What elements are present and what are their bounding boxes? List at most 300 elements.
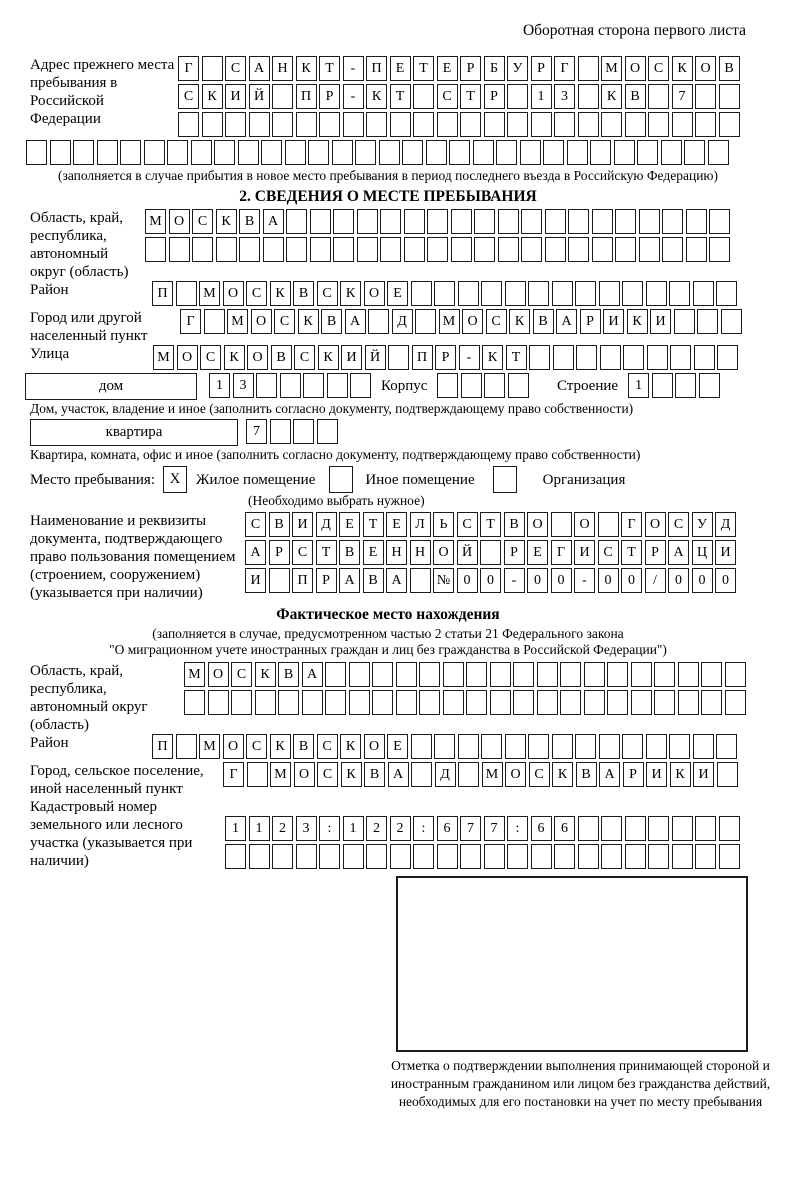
char-box[interactable] bbox=[413, 844, 434, 869]
char-box[interactable] bbox=[662, 237, 683, 262]
char-box[interactable]: - bbox=[343, 84, 364, 109]
char-box[interactable] bbox=[719, 84, 740, 109]
char-box[interactable]: 7 bbox=[484, 816, 505, 841]
char-box[interactable] bbox=[554, 112, 575, 137]
char-box[interactable]: 1 bbox=[343, 816, 364, 841]
char-box[interactable] bbox=[443, 690, 464, 715]
char-box[interactable]: К bbox=[672, 56, 693, 81]
char-box[interactable] bbox=[26, 140, 47, 165]
char-box[interactable]: К bbox=[270, 734, 291, 759]
char-box[interactable] bbox=[458, 762, 479, 787]
char-box[interactable]: О bbox=[695, 56, 716, 81]
char-box[interactable]: С bbox=[529, 762, 550, 787]
char-box[interactable]: А bbox=[668, 540, 689, 565]
char-box[interactable] bbox=[505, 734, 526, 759]
char-box[interactable]: Е bbox=[386, 512, 407, 537]
char-box[interactable]: О bbox=[251, 309, 272, 334]
char-box[interactable] bbox=[473, 140, 494, 165]
char-box[interactable] bbox=[396, 690, 417, 715]
char-box[interactable] bbox=[216, 237, 237, 262]
char-box[interactable] bbox=[263, 237, 284, 262]
char-box[interactable] bbox=[625, 844, 646, 869]
char-box[interactable]: Р bbox=[623, 762, 644, 787]
char-box[interactable]: М bbox=[153, 345, 174, 370]
char-box[interactable]: О bbox=[223, 281, 244, 306]
char-box[interactable] bbox=[411, 281, 432, 306]
char-box[interactable] bbox=[484, 112, 505, 137]
char-box[interactable]: М bbox=[439, 309, 460, 334]
char-box[interactable] bbox=[708, 140, 729, 165]
char-box[interactable]: А bbox=[302, 662, 323, 687]
char-box[interactable] bbox=[520, 140, 541, 165]
char-box[interactable]: Т bbox=[506, 345, 527, 370]
char-box[interactable] bbox=[552, 734, 573, 759]
char-box[interactable]: В bbox=[239, 209, 260, 234]
char-box[interactable] bbox=[537, 690, 558, 715]
char-box[interactable] bbox=[531, 844, 552, 869]
char-box[interactable]: Р bbox=[316, 568, 337, 593]
char-box[interactable]: Е bbox=[387, 734, 408, 759]
char-box[interactable] bbox=[490, 662, 511, 687]
char-box[interactable]: К bbox=[224, 345, 245, 370]
char-box[interactable]: В bbox=[719, 56, 740, 81]
char-box[interactable] bbox=[192, 237, 213, 262]
char-box[interactable] bbox=[272, 84, 293, 109]
char-box[interactable] bbox=[350, 373, 371, 398]
char-box[interactable] bbox=[701, 690, 722, 715]
char-box[interactable] bbox=[646, 281, 667, 306]
char-box[interactable] bbox=[458, 734, 479, 759]
char-box[interactable]: Е bbox=[363, 540, 384, 565]
char-box[interactable] bbox=[167, 140, 188, 165]
char-box[interactable]: : bbox=[319, 816, 340, 841]
char-box[interactable]: О bbox=[364, 281, 385, 306]
char-box[interactable] bbox=[191, 140, 212, 165]
char-box[interactable] bbox=[648, 112, 669, 137]
char-box[interactable]: Е bbox=[387, 281, 408, 306]
char-box[interactable] bbox=[496, 140, 517, 165]
char-box[interactable]: К bbox=[627, 309, 648, 334]
char-box[interactable]: 3 bbox=[296, 816, 317, 841]
char-box[interactable] bbox=[652, 373, 673, 398]
char-box[interactable]: 0 bbox=[692, 568, 713, 593]
char-box[interactable]: Е bbox=[437, 56, 458, 81]
stay-type-checkbox-residential[interactable]: X bbox=[163, 466, 187, 493]
char-box[interactable] bbox=[600, 345, 621, 370]
char-box[interactable] bbox=[404, 237, 425, 262]
char-box[interactable]: 7 bbox=[460, 816, 481, 841]
char-box[interactable]: О bbox=[527, 512, 548, 537]
char-box[interactable] bbox=[592, 209, 613, 234]
char-box[interactable] bbox=[481, 734, 502, 759]
char-box[interactable]: А bbox=[386, 568, 407, 593]
char-box[interactable]: И bbox=[603, 309, 624, 334]
char-box[interactable] bbox=[699, 373, 720, 398]
char-box[interactable]: К bbox=[601, 84, 622, 109]
char-box[interactable] bbox=[380, 209, 401, 234]
char-box[interactable]: Р bbox=[580, 309, 601, 334]
char-box[interactable] bbox=[601, 112, 622, 137]
char-box[interactable] bbox=[654, 662, 675, 687]
char-box[interactable]: Р bbox=[319, 84, 340, 109]
char-box[interactable] bbox=[249, 112, 270, 137]
char-box[interactable] bbox=[303, 373, 324, 398]
char-box[interactable]: Р bbox=[531, 56, 552, 81]
char-box[interactable] bbox=[578, 56, 599, 81]
char-box[interactable] bbox=[694, 345, 715, 370]
char-box[interactable]: С bbox=[274, 309, 295, 334]
char-box[interactable]: Н bbox=[272, 56, 293, 81]
char-box[interactable]: О bbox=[364, 734, 385, 759]
char-box[interactable] bbox=[625, 112, 646, 137]
char-box[interactable]: В bbox=[625, 84, 646, 109]
char-box[interactable] bbox=[695, 84, 716, 109]
char-box[interactable]: С bbox=[292, 540, 313, 565]
char-box[interactable]: С bbox=[486, 309, 507, 334]
char-box[interactable] bbox=[293, 419, 314, 444]
char-box[interactable]: - bbox=[459, 345, 480, 370]
char-box[interactable] bbox=[599, 734, 620, 759]
char-box[interactable]: В bbox=[278, 662, 299, 687]
char-box[interactable] bbox=[622, 281, 643, 306]
char-box[interactable] bbox=[302, 690, 323, 715]
char-box[interactable] bbox=[434, 281, 455, 306]
char-box[interactable] bbox=[247, 762, 268, 787]
char-box[interactable] bbox=[214, 140, 235, 165]
char-box[interactable] bbox=[415, 309, 436, 334]
char-box[interactable]: Д bbox=[316, 512, 337, 537]
char-box[interactable] bbox=[614, 140, 635, 165]
char-box[interactable] bbox=[531, 112, 552, 137]
char-box[interactable] bbox=[537, 662, 558, 687]
char-box[interactable] bbox=[460, 112, 481, 137]
char-box[interactable]: С bbox=[317, 734, 338, 759]
char-box[interactable]: 0 bbox=[715, 568, 736, 593]
char-box[interactable]: А bbox=[245, 540, 266, 565]
char-box[interactable] bbox=[419, 662, 440, 687]
char-box[interactable] bbox=[437, 373, 458, 398]
char-box[interactable] bbox=[661, 140, 682, 165]
char-box[interactable] bbox=[622, 734, 643, 759]
char-box[interactable] bbox=[507, 84, 528, 109]
char-box[interactable] bbox=[623, 345, 644, 370]
char-box[interactable]: Г bbox=[621, 512, 642, 537]
char-box[interactable]: К bbox=[340, 281, 361, 306]
char-box[interactable] bbox=[578, 844, 599, 869]
char-box[interactable] bbox=[484, 844, 505, 869]
char-box[interactable]: 0 bbox=[457, 568, 478, 593]
char-box[interactable]: В bbox=[363, 568, 384, 593]
char-box[interactable] bbox=[50, 140, 71, 165]
char-box[interactable] bbox=[176, 281, 197, 306]
char-box[interactable]: А bbox=[339, 568, 360, 593]
char-box[interactable]: Г bbox=[178, 56, 199, 81]
char-box[interactable] bbox=[449, 140, 470, 165]
char-box[interactable] bbox=[717, 345, 738, 370]
char-box[interactable] bbox=[261, 140, 282, 165]
char-box[interactable]: И bbox=[646, 762, 667, 787]
char-box[interactable] bbox=[528, 281, 549, 306]
char-box[interactable] bbox=[270, 419, 291, 444]
char-box[interactable]: М bbox=[601, 56, 622, 81]
char-box[interactable] bbox=[490, 690, 511, 715]
char-box[interactable] bbox=[654, 690, 675, 715]
char-box[interactable]: 6 bbox=[531, 816, 552, 841]
char-box[interactable]: А bbox=[556, 309, 577, 334]
char-box[interactable]: М bbox=[199, 734, 220, 759]
char-box[interactable] bbox=[481, 281, 502, 306]
char-box[interactable] bbox=[404, 209, 425, 234]
char-box[interactable] bbox=[578, 84, 599, 109]
char-box[interactable] bbox=[333, 209, 354, 234]
char-box[interactable] bbox=[637, 140, 658, 165]
char-box[interactable] bbox=[607, 662, 628, 687]
char-box[interactable]: 0 bbox=[621, 568, 642, 593]
char-box[interactable] bbox=[368, 309, 389, 334]
char-box[interactable]: О bbox=[294, 762, 315, 787]
char-box[interactable] bbox=[357, 209, 378, 234]
char-box[interactable] bbox=[592, 237, 613, 262]
char-box[interactable] bbox=[443, 662, 464, 687]
char-box[interactable] bbox=[372, 662, 393, 687]
char-box[interactable]: № bbox=[433, 568, 454, 593]
char-box[interactable] bbox=[647, 345, 668, 370]
char-box[interactable]: 0 bbox=[668, 568, 689, 593]
char-box[interactable] bbox=[669, 734, 690, 759]
char-box[interactable]: Р bbox=[504, 540, 525, 565]
char-box[interactable]: 6 bbox=[554, 816, 575, 841]
char-box[interactable]: О bbox=[574, 512, 595, 537]
char-box[interactable] bbox=[451, 209, 472, 234]
char-box[interactable]: С bbox=[231, 662, 252, 687]
char-box[interactable] bbox=[145, 237, 166, 262]
char-box[interactable]: И bbox=[292, 512, 313, 537]
char-box[interactable]: К bbox=[341, 762, 362, 787]
char-box[interactable]: О bbox=[223, 734, 244, 759]
char-box[interactable]: М bbox=[145, 209, 166, 234]
char-box[interactable]: Й bbox=[249, 84, 270, 109]
char-box[interactable] bbox=[97, 140, 118, 165]
char-box[interactable]: 0 bbox=[480, 568, 501, 593]
char-box[interactable]: - bbox=[504, 568, 525, 593]
char-box[interactable]: П bbox=[152, 281, 173, 306]
char-box[interactable]: Р bbox=[269, 540, 290, 565]
char-box[interactable]: С bbox=[294, 345, 315, 370]
char-box[interactable] bbox=[325, 690, 346, 715]
char-box[interactable]: Т bbox=[413, 56, 434, 81]
char-box[interactable]: Г bbox=[180, 309, 201, 334]
char-box[interactable] bbox=[719, 844, 740, 869]
char-box[interactable] bbox=[231, 690, 252, 715]
stay-type-checkbox-organization[interactable] bbox=[493, 466, 517, 493]
char-box[interactable]: 1 bbox=[209, 373, 230, 398]
char-box[interactable]: К bbox=[366, 84, 387, 109]
char-box[interactable] bbox=[529, 345, 550, 370]
char-box[interactable]: П bbox=[292, 568, 313, 593]
char-box[interactable] bbox=[451, 237, 472, 262]
char-box[interactable] bbox=[208, 690, 229, 715]
char-box[interactable] bbox=[366, 844, 387, 869]
char-box[interactable]: Й bbox=[365, 345, 386, 370]
char-box[interactable] bbox=[413, 112, 434, 137]
char-box[interactable] bbox=[507, 112, 528, 137]
char-box[interactable] bbox=[725, 690, 746, 715]
char-box[interactable] bbox=[357, 237, 378, 262]
char-box[interactable] bbox=[426, 140, 447, 165]
char-box[interactable]: К bbox=[296, 56, 317, 81]
char-box[interactable] bbox=[286, 209, 307, 234]
char-box[interactable] bbox=[695, 816, 716, 841]
char-box[interactable] bbox=[427, 209, 448, 234]
char-box[interactable]: 1 bbox=[531, 84, 552, 109]
char-box[interactable]: Г bbox=[554, 56, 575, 81]
char-box[interactable]: К bbox=[482, 345, 503, 370]
char-box[interactable]: К bbox=[318, 345, 339, 370]
char-box[interactable]: К bbox=[202, 84, 223, 109]
char-box[interactable]: Т bbox=[390, 84, 411, 109]
char-box[interactable] bbox=[672, 844, 693, 869]
char-box[interactable]: Б bbox=[484, 56, 505, 81]
char-box[interactable] bbox=[721, 309, 742, 334]
char-box[interactable]: О bbox=[462, 309, 483, 334]
char-box[interactable] bbox=[285, 140, 306, 165]
char-box[interactable] bbox=[178, 112, 199, 137]
char-box[interactable]: А bbox=[388, 762, 409, 787]
char-box[interactable] bbox=[380, 237, 401, 262]
char-box[interactable] bbox=[507, 844, 528, 869]
char-box[interactable] bbox=[169, 237, 190, 262]
char-box[interactable] bbox=[202, 112, 223, 137]
char-box[interactable]: А bbox=[263, 209, 284, 234]
char-box[interactable] bbox=[584, 690, 605, 715]
char-box[interactable]: 6 bbox=[437, 816, 458, 841]
char-box[interactable]: Г bbox=[223, 762, 244, 787]
char-box[interactable] bbox=[410, 568, 431, 593]
char-box[interactable]: В bbox=[364, 762, 385, 787]
char-box[interactable]: О bbox=[247, 345, 268, 370]
char-box[interactable]: 2 bbox=[272, 816, 293, 841]
char-box[interactable] bbox=[553, 345, 574, 370]
char-box[interactable]: О bbox=[505, 762, 526, 787]
char-box[interactable] bbox=[639, 237, 660, 262]
char-box[interactable]: Е bbox=[339, 512, 360, 537]
char-box[interactable] bbox=[615, 209, 636, 234]
char-box[interactable] bbox=[693, 281, 714, 306]
char-box[interactable] bbox=[402, 140, 423, 165]
char-box[interactable]: С bbox=[245, 512, 266, 537]
char-box[interactable]: Г bbox=[551, 540, 572, 565]
char-box[interactable] bbox=[366, 112, 387, 137]
char-box[interactable] bbox=[308, 140, 329, 165]
char-box[interactable]: А bbox=[249, 56, 270, 81]
char-box[interactable] bbox=[669, 281, 690, 306]
char-box[interactable] bbox=[601, 844, 622, 869]
char-box[interactable] bbox=[670, 345, 691, 370]
char-box[interactable]: Д bbox=[435, 762, 456, 787]
char-box[interactable]: С bbox=[668, 512, 689, 537]
char-box[interactable]: Д bbox=[715, 512, 736, 537]
char-box[interactable] bbox=[343, 844, 364, 869]
char-box[interactable]: 3 bbox=[233, 373, 254, 398]
char-box[interactable] bbox=[319, 844, 340, 869]
char-box[interactable]: М bbox=[227, 309, 248, 334]
char-box[interactable] bbox=[332, 140, 353, 165]
char-box[interactable] bbox=[296, 112, 317, 137]
char-box[interactable]: В bbox=[269, 512, 290, 537]
char-box[interactable]: - bbox=[574, 568, 595, 593]
char-box[interactable]: Р bbox=[460, 56, 481, 81]
char-box[interactable] bbox=[709, 209, 730, 234]
char-box[interactable] bbox=[575, 281, 596, 306]
char-box[interactable]: Т bbox=[316, 540, 337, 565]
char-box[interactable] bbox=[725, 662, 746, 687]
char-box[interactable]: Е bbox=[527, 540, 548, 565]
char-box[interactable]: Ь bbox=[433, 512, 454, 537]
char-box[interactable]: В bbox=[321, 309, 342, 334]
char-box[interactable]: А bbox=[345, 309, 366, 334]
char-box[interactable]: Т bbox=[460, 84, 481, 109]
char-box[interactable]: И bbox=[341, 345, 362, 370]
char-box[interactable]: В bbox=[339, 540, 360, 565]
char-box[interactable] bbox=[466, 690, 487, 715]
char-box[interactable] bbox=[225, 112, 246, 137]
char-box[interactable]: К bbox=[340, 734, 361, 759]
char-box[interactable] bbox=[333, 237, 354, 262]
char-box[interactable]: О bbox=[208, 662, 229, 687]
char-box[interactable] bbox=[684, 140, 705, 165]
char-box[interactable] bbox=[498, 209, 519, 234]
char-box[interactable] bbox=[631, 690, 652, 715]
char-box[interactable]: / bbox=[645, 568, 666, 593]
char-box[interactable]: С bbox=[225, 56, 246, 81]
char-box[interactable]: И bbox=[574, 540, 595, 565]
char-box[interactable] bbox=[325, 662, 346, 687]
char-box[interactable]: С bbox=[317, 281, 338, 306]
char-box[interactable]: Т bbox=[480, 512, 501, 537]
char-box[interactable] bbox=[225, 844, 246, 869]
char-box[interactable]: В bbox=[533, 309, 554, 334]
char-box[interactable] bbox=[672, 112, 693, 137]
char-box[interactable] bbox=[648, 816, 669, 841]
char-box[interactable] bbox=[672, 816, 693, 841]
char-box[interactable] bbox=[568, 209, 589, 234]
char-box[interactable] bbox=[272, 112, 293, 137]
char-box[interactable] bbox=[255, 690, 276, 715]
char-box[interactable] bbox=[590, 140, 611, 165]
char-box[interactable]: 0 bbox=[551, 568, 572, 593]
char-box[interactable]: О bbox=[169, 209, 190, 234]
char-box[interactable]: И bbox=[715, 540, 736, 565]
char-box[interactable] bbox=[601, 816, 622, 841]
char-box[interactable]: И bbox=[693, 762, 714, 787]
char-box[interactable] bbox=[411, 762, 432, 787]
char-box[interactable] bbox=[607, 690, 628, 715]
char-box[interactable]: К bbox=[509, 309, 530, 334]
char-box[interactable] bbox=[552, 281, 573, 306]
char-box[interactable] bbox=[327, 373, 348, 398]
char-box[interactable] bbox=[461, 373, 482, 398]
char-box[interactable]: 0 bbox=[598, 568, 619, 593]
char-box[interactable]: К bbox=[216, 209, 237, 234]
char-box[interactable]: С bbox=[246, 734, 267, 759]
char-box[interactable] bbox=[631, 662, 652, 687]
char-box[interactable] bbox=[460, 844, 481, 869]
char-box[interactable] bbox=[474, 209, 495, 234]
char-box[interactable] bbox=[498, 237, 519, 262]
char-box[interactable]: Н bbox=[386, 540, 407, 565]
char-box[interactable] bbox=[310, 209, 331, 234]
char-box[interactable] bbox=[528, 734, 549, 759]
